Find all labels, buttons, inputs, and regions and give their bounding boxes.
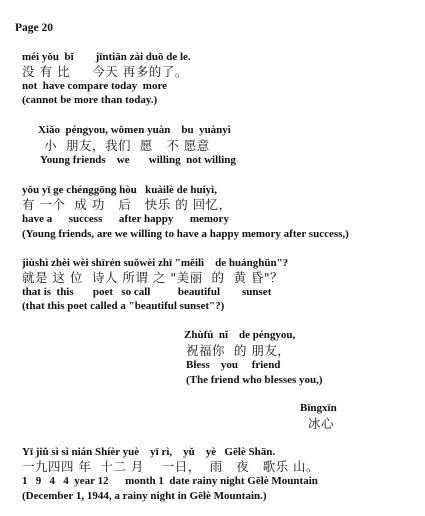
pinyin-line: Zhùfú nǐ de péngyou, bbox=[184, 329, 296, 341]
translation-line: (December 1, 1944, a rainy night in Gēlè Mountain.) bbox=[22, 490, 267, 502]
pinyin-line: jiùshì zhèi wèi shīrén suǒwèi zhī "měilì de huánghūn"? bbox=[22, 257, 289, 269]
page-title: Page 20 bbox=[15, 22, 54, 34]
gloss-line: Bless you friend bbox=[186, 359, 281, 371]
chinese-line: 一九四四 年 十二 月 一日， 雨 夜 歌乐 山。 bbox=[22, 459, 320, 474]
pinyin-line: Xiǎo péngyou, wǒmen yuàn bu yuànyì bbox=[38, 124, 231, 136]
translation-line: (cannot be more than today.) bbox=[22, 94, 158, 106]
chinese-line: 就是 这 位 诗人 所谓 之 "美丽 的 黄 昏"？ bbox=[22, 270, 284, 285]
gloss-line: not have compare today more bbox=[22, 80, 168, 92]
gloss-line: that is this poet so call beautiful sunset bbox=[22, 286, 272, 298]
gloss-line: have a success after happy memory bbox=[22, 213, 229, 225]
gloss-line: 1 9 4 4 year 12 month 1 date rainy night Gēlè Mountain bbox=[22, 475, 318, 487]
author-chinese: 冰心 bbox=[308, 416, 335, 431]
chinese-line: 有 一个 成 功 后 快乐 的 回忆， bbox=[22, 197, 232, 212]
pinyin-line: yǒu yī ge chénggōng hòu kuàilè de huíyì, bbox=[22, 184, 217, 196]
pinyin-line: Yī jiǔ sì sì nián Shíèr yuè yī rì, yǔ yè Gēlè Shān. bbox=[22, 446, 276, 458]
pinyin-line: méi yǒu bǐ jīntiān zài duō de le. bbox=[22, 51, 191, 63]
translation-line: (that this poet called a "beautiful sunset"?) bbox=[22, 300, 225, 312]
author-pinyin: Bīngxīn bbox=[300, 402, 337, 414]
chinese-line: 祝福你 的 朋友， bbox=[186, 343, 291, 358]
chinese-line: 没 有 比 今天 再多的了。 bbox=[22, 64, 188, 79]
chinese-line: 小 朋友，我们 愿 不 愿意 bbox=[44, 138, 210, 153]
translation-line: (The friend who blesses you,) bbox=[186, 374, 323, 386]
gloss-line: Young friends we willing not willing bbox=[40, 154, 236, 166]
translation-line: (Young friends, are we willing to have a happy memory after success,) bbox=[22, 228, 349, 240]
